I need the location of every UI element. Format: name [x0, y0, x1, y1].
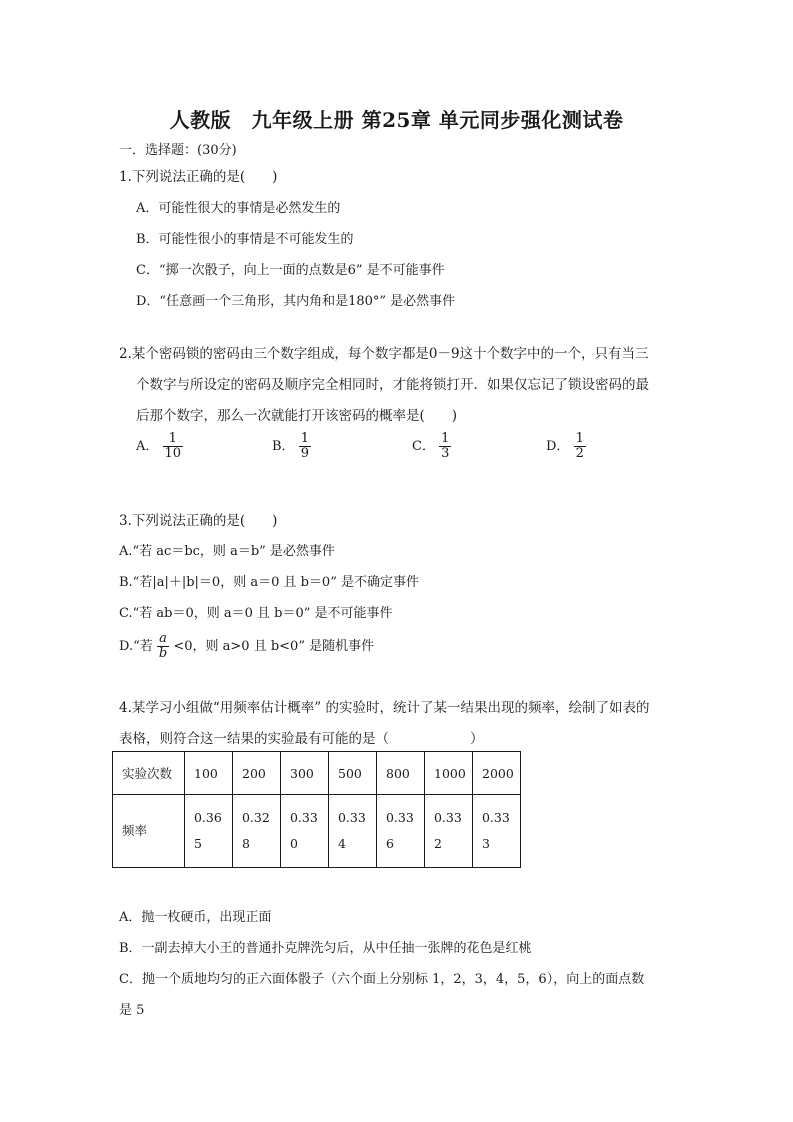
fraction-numerator: 1	[575, 431, 584, 446]
section-heading: 一．选择题：(30分)	[119, 143, 237, 158]
table-cell	[281, 795, 329, 868]
fraction-denominator: 9	[300, 446, 309, 461]
cell-line-2: 4	[338, 836, 346, 851]
question-3-option-c: C.“若 ab＝0，则 a＝0 且 b＝0” 是不可能事件	[119, 606, 393, 621]
cell-line-1: 0.33	[482, 810, 510, 825]
option-prefix: D.“若	[119, 639, 153, 654]
fraction	[299, 432, 311, 461]
cell-line-1: 0.33	[290, 810, 318, 825]
cell-line-1: 0.36	[194, 810, 222, 825]
cell-line-2: 3	[482, 836, 490, 851]
question-2-option-b	[272, 432, 311, 461]
fraction-denominator: 2	[575, 446, 584, 461]
question-1-stem: 1.下列说法正确的是( )	[119, 169, 278, 185]
question-4-line-1: 4.某学习小组做“用频率估计概率” 的实验时，统计了某一结果出现的频率，绘制了如表的	[119, 700, 650, 716]
question-1-option-d: D．“任意画一个三角形，其内角和是180°” 是必然事件	[136, 294, 456, 309]
question-2-line-1: 2.某个密码锁的密码由三个数字组成，每个数字都是0－9这十个数字中的一个，只有当三	[119, 346, 649, 362]
table-cell	[233, 795, 281, 868]
cell-line-2: 5	[194, 836, 202, 851]
question-1-option-b: B．可能性很小的事情是不可能发生的	[136, 232, 354, 247]
table-row	[113, 795, 521, 868]
cell-line-1: 0.33	[338, 810, 366, 825]
question-4-option-c-line-1: C．抛一个质地均匀的正六面体骰子（六个面上分别标 1，2，3，4，5，6），向上的面点数	[119, 972, 645, 987]
table-row-label: 频率	[113, 795, 185, 868]
question-4-option-b: B．一副去掉大小王的普通扑克牌洗匀后，从中任抽一张牌的花色是红桃	[119, 941, 532, 956]
question-3-option-d	[119, 632, 374, 661]
option-label: D．	[546, 439, 570, 454]
option-label: A．	[136, 439, 159, 454]
cell-line-1: 0.33	[386, 810, 414, 825]
question-1-option-c: C．“掷一次骰子，向上一面的点数是6” 是不可能事件	[136, 263, 445, 278]
question-2-option-a	[136, 432, 183, 461]
table-header-cell: 100	[185, 752, 233, 795]
table-header-cell: 800	[377, 752, 425, 795]
question-2-option-c	[412, 432, 451, 461]
fraction-numerator: a	[159, 631, 167, 646]
page-title: 人教版 九年级上册 第25章 单元同步强化测试卷	[169, 108, 624, 132]
table-header-cell: 300	[281, 752, 329, 795]
fraction	[439, 432, 451, 461]
table-header-cell: 500	[329, 752, 377, 795]
question-4-option-a: A．抛一枚硬币，出现正面	[119, 910, 272, 925]
question-2-line-2: 个数字与所设定的密码及顺序完全相同时，才能将锁打开．如果仅忘记了锁设密码的最	[136, 377, 649, 393]
fraction	[157, 632, 169, 661]
fraction-numerator: 1	[300, 431, 309, 446]
fraction	[163, 432, 184, 461]
question-3-option-a: A.“若 ac＝bc，则 a＝b” 是必然事件	[119, 544, 335, 559]
fraction-numerator: 1	[168, 431, 177, 446]
question-2-line-3: 后那个数字，那么一次就能打开该密码的概率是( )	[136, 408, 458, 424]
cell-line-1: 0.32	[242, 810, 270, 825]
cell-line-2: 6	[386, 836, 394, 851]
table-cell	[377, 795, 425, 868]
table-cell	[329, 795, 377, 868]
fraction	[574, 432, 586, 461]
option-label: C．	[412, 439, 435, 454]
frequency-table	[112, 751, 521, 868]
question-4-line-2: 表格，则符合这一结果的实验最有可能的是（ ）	[119, 731, 484, 747]
table-header-cell: 1000	[425, 752, 473, 795]
table-cell	[425, 795, 473, 868]
cell-line-1: 0.33	[434, 810, 462, 825]
option-suffix: <0，则 a>0 且 b<0” 是随机事件	[173, 639, 375, 654]
table-header-cell: 2000	[473, 752, 521, 795]
question-3-stem: 3.下列说法正确的是( )	[119, 513, 278, 529]
question-1-option-a: A．可能性很大的事情是必然发生的	[136, 201, 341, 216]
option-label: B．	[272, 439, 295, 454]
fraction-denominator: 3	[441, 446, 450, 461]
question-2-option-d	[546, 432, 586, 461]
fraction-denominator: 10	[164, 446, 182, 461]
cell-line-2: 8	[242, 836, 250, 851]
table-cell	[185, 795, 233, 868]
cell-line-2: 2	[434, 836, 442, 851]
fraction-numerator: 1	[441, 431, 450, 446]
question-3-option-b: B.“若|a|＋|b|＝0，则 a＝0 且 b＝0” 是不确定事件	[119, 575, 419, 590]
table-cell	[473, 795, 521, 868]
table-header-row	[113, 752, 521, 795]
fraction-denominator: b	[158, 646, 168, 661]
table-header-label: 实验次数	[113, 752, 185, 795]
cell-line-2: 0	[290, 836, 298, 851]
table-header-cell: 200	[233, 752, 281, 795]
question-4-option-c-line-2: 是 5	[119, 1003, 145, 1018]
